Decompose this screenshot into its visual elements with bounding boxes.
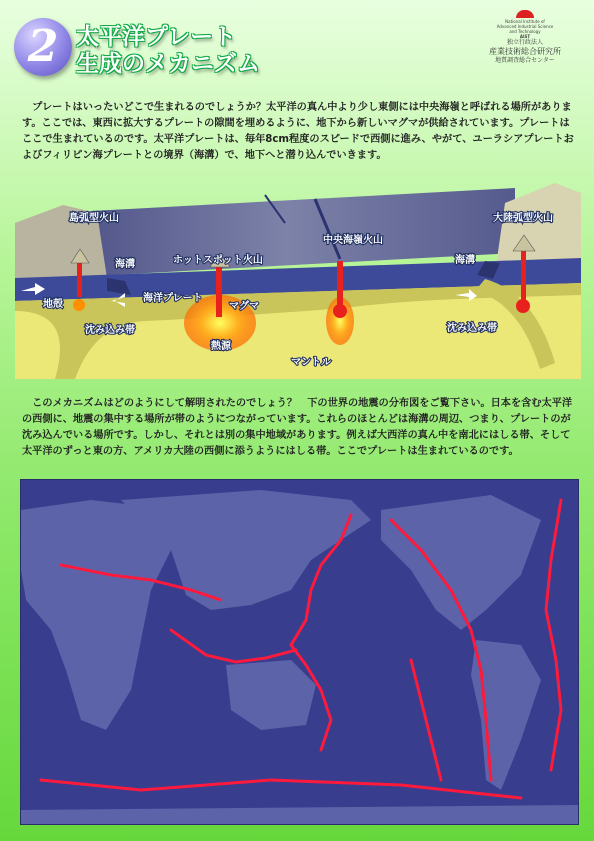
section-number-badge: 2 <box>14 18 72 76</box>
org-en-abbr: AIST <box>519 34 531 39</box>
world-earthquake-map <box>20 479 579 825</box>
organization-block <box>470 10 580 65</box>
org-center: 地質調査総合センター <box>495 57 555 64</box>
org-type: 独立行政法人 <box>506 39 543 46</box>
label-mid-ocean-ridge: 中央海嶺火山 <box>323 235 383 246</box>
label-pacific-plate: 海洋プレート <box>143 293 203 304</box>
aist-logo-icon <box>516 10 534 18</box>
label-heat-source: 熱源 <box>211 341 231 352</box>
title-line-1: 太平洋プレート <box>76 24 237 50</box>
label-crust: 地殻 <box>43 299 63 310</box>
label-subduction-left: 沈み込み帯 <box>85 325 135 336</box>
org-en-line1: National Institute of <box>505 19 545 24</box>
title-line-2: 生成のメカニズム <box>76 51 260 77</box>
intro-paragraph: プレートはいったいどこで生まれるのでしょうか？太平洋の真ん中より少し東側には中央海嶺と呼ばれる場所があります。ここでは、東西に拡大するプレートの隙間を埋めるように、地下から新しいマグマが供給されています。プレートはここで生まれているのです。太平洋プレートは、毎年8cm程度のスピードで西側に進み、やがて、ユーラシアプレートおよびフィリピン海プレートとの境界（海溝）で、地下へと潜り込んでいきます。 <box>22 102 574 161</box>
label-trench-right: 海溝 <box>455 255 475 266</box>
org-name: 産業技術総合研究所 <box>489 47 561 56</box>
label-trench-left: 海溝 <box>115 259 135 270</box>
plate-cross-section-diagram <box>15 183 581 379</box>
org-en-line3: and Technology <box>509 29 541 34</box>
label-subduction-right: 沈み込み帯 <box>447 323 497 334</box>
label-magma: マグマ <box>229 301 259 312</box>
explanation-paragraph: このメカニズムはどのようにして解明されたのでしょう？ 下の世界の地震の分布図をご覧下さい。日本を含む太平洋の西側に、地震の集中する場所が帯のようにつながっています。これらのほとんどは海溝の周辺、つまり、プレートのが沈み込んでいる場所です。しかし、それとは別の集中地域があります。例えば大西洋の真ん中を南北にはしる帯、そして太平洋のずっと東の方、アメリカ大陸の西側に添うようにはしる帯。ここでプレートは生まれているのです。 <box>22 398 573 457</box>
org-en-line2: Advanced Industrial Science <box>496 24 554 29</box>
label-hotspot: ホットスポット火山 <box>173 255 263 266</box>
label-mantle: マントル <box>291 357 331 368</box>
label-continental-arc: 大陸弧型火山 <box>493 213 553 224</box>
label-island-arc: 島弧型火山 <box>69 213 119 224</box>
page-title <box>76 24 260 78</box>
